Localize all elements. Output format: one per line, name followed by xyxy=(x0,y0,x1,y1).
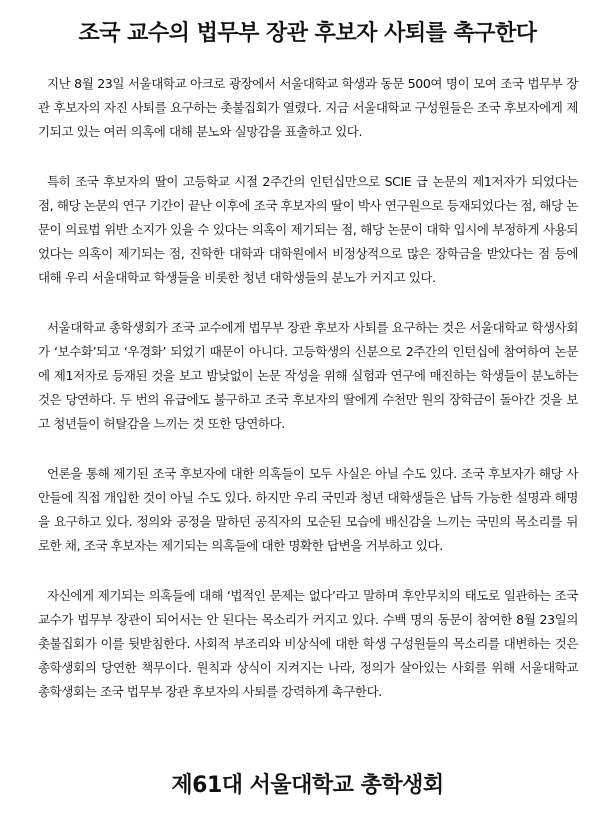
document-body xyxy=(38,72,578,730)
signature: 제61대 서울대학교 총학생회 xyxy=(171,773,444,798)
paragraph-3: 서울대학교 총학생회가 조국 교수에게 법무부 장관 후보자 사퇴를 요구하는 것은 서울대학교 학생사회가 ‘보수화’되고 ‘우경화’ 되었기 때문이 아니다. 고등학생의 신분으로 2주간의 인턴십에 참여하여 논문에 제1저자로 등재된 것을 보고 밤낮없이 논문 작성을 위해 실험과 연구에 매진하는 학생들이 분노하는 것은 당연하다. 두 번의 유급에도 불구하고 조국 후보자의 딸에게 수천만 원의 장학금이 돌아간 것을 보고 청년들이 허탈감을 느끼는 것 또한 당연하다. xyxy=(38,320,578,431)
paragraph-2: 특히 조국 후보자의 딸이 고등학교 시절 2주간의 인턴십만으로 SCIE 급 논문의 제1저자가 되었다는 점, 해당 논문의 연구 기간이 끝난 이후에 조국 후보자의 딸이 박사 연구원으로 등재되었다는 점, 해당 논문이 의료법 위반 소지가 있을 수 있다는 의혹이 제기되는 점, 해당 논문이 대학 입시에 부정하게 사용되었다는 의혹이 제기되는 점, 진학한 대학과 대학원에서 비정상적으로 많은 장학금을 받았다는 점 등에 대해 우리 서울대학교 학생들을 비롯한 청년 대학생들의 분노가 커지고 있다. xyxy=(38,174,578,285)
paragraph-1: 지난 8월 23일 서울대학교 아크로 광장에서 서울대학교 학생과 동문 500여 명이 모여 조국 법무부 장관 후보자의 자진 사퇴를 요구하는 촛불집회가 열렸다. 지금 서울대학교 구성원들은 조국 후보자에게 제기되고 있는 여러 의혹에 대해 분노와 실망감을 표출하고 있다. xyxy=(38,76,578,139)
document-title: 조국 교수의 법무부 장관 후보자 사퇴를 촉구한다 xyxy=(78,21,537,46)
paragraph-4: 언론을 통해 제기된 조국 후보자에 대한 의혹들이 모두 사실은 아닐 수도 있다. 조국 후보자가 해당 사안들에 직접 개입한 것이 아닐 수도 있다. 하지만 우리 국민과 청년 대학생들은 납득 가능한 설명과 해명을 요구하고 있다. 정의와 공정을 말하던 공직자의 모순된 모습에 배신감을 느끼는 국민의 목소리를 뒤로한 채, 조국 후보자는 제기되는 의혹들에 대한 명확한 답변을 거부하고 있다. xyxy=(38,466,578,553)
paragraph-5: 자신에게 제기되는 의혹들에 대해 ‘법적인 문제는 없다’라고 말하며 후안무치의 태도로 일관하는 조국 교수가 법무부 장관이 되어서는 안 된다는 목소리가 커지고 있다. 수백 명의 동문이 참여한 8월 23일의 촛불집회가 이를 뒷받침한다. 사회적 부조리와 비상식에 대한 학생 구성원들의 목소리를 대변하는 것은 총학생회의 당연한 책무이다. 원칙과 상식이 지켜지는 나라, 정의가 살아있는 사회를 위해 서울대학교 총학생회는 조국 법무부 장관 후보자의 사퇴를 강력하게 촉구한다. xyxy=(38,588,578,699)
